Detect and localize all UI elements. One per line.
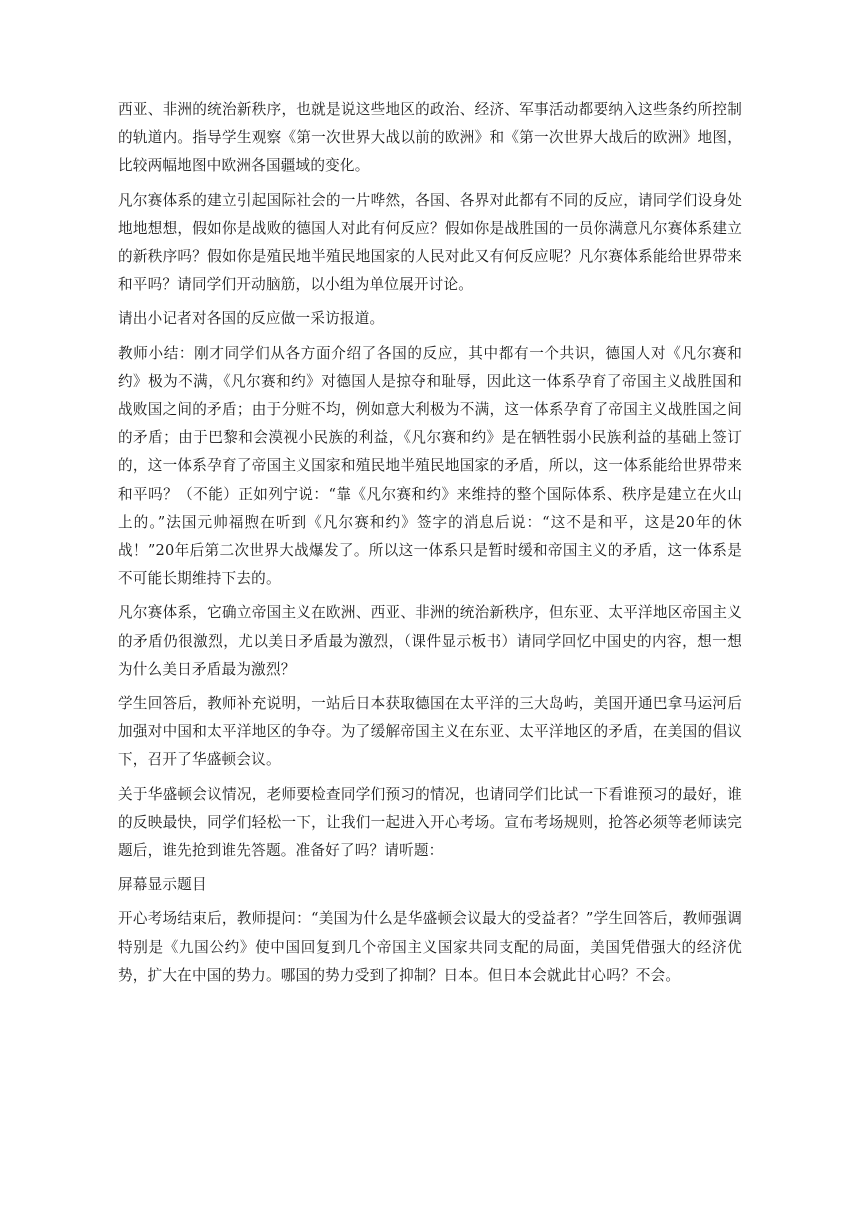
- paragraph-8: 屏幕显示题目: [118, 876, 207, 894]
- document-body: [118, 96, 742, 996]
- paragraph-9: 开心考场结束后，教师提问：“美国为什么是华盛顿会议最大的受益者？”学生回答后，教师强调特别是《九国公约》使中国回复到几个帝国主义国家共同支配的局面，美国凭借强大的经济优势，扩大在中国的势力。哪国的势力受到了抑制？日本。但日本会就此甘心吗？不会。: [118, 910, 742, 984]
- paragraph-6: 学生回答后，教师补充说明，一站后日本获取德国在太平洋的三大岛屿，美国开通巴拿马运河后加强对中国和太平洋地区的争夺。为了缓解帝国主义在东亚、太平洋地区的矛盾，在美国的倡议下，召开了华盛顿会议。: [118, 695, 742, 769]
- paragraph-5: 凡尔赛体系，它确立帝国主义在欧洲、西亚、非洲的统治新秩序，但东亚、太平洋地区帝国主义的矛盾仍很激烈，尤以美日矛盾最为激烈，（课件显示板书）请同学回忆中国史的内容，想一想为什么美日矛盾最为激烈？: [118, 604, 742, 678]
- paragraph-1: 西亚、非洲的统治新秩序，也就是说这些地区的政治、经济、军事活动都要纳入这些条约所控制的轨道内。指导学生观察《第一次世界大战以前的欧洲》和《第一次世界大战后的欧洲》地图，比较两幅地图中欧洲各国疆域的变化。: [118, 101, 742, 175]
- paragraph-3: 请出小记者对各国的反应做一采访报道。: [118, 310, 385, 328]
- paragraph-7: 关于华盛顿会议情况，老师要检查同学们预习的情况，也请同学们比试一下看谁预习的最好，谁的反映最快，同学们轻松一下，让我们一起进入开心考场。宣布考场规则，抢答必须等老师读完题后，谁先抢到谁先答题。准备好了吗？请听题：: [118, 785, 742, 860]
- paragraph-4: 教师小结：刚才同学们从各方面介绍了各国的反应，其中都有一个共识，德国人对《凡尔赛和约》极为不满，《凡尔赛和约》对德国人是掠夺和耻辱，因此这一体系孕育了帝国主义战胜国和战败国之间的矛盾；由于分赃不均，例如意大利极为不满，这一体系孕育了帝国主义战胜国之间的矛盾；由于巴黎和会漠视小民族的利益，《凡尔赛和约》是在牺牲弱小民族利益的基础上签订的，这一体系孕育了帝国主义国家和殖民地半殖民地国家的矛盾，所以，这一体系能给世界带来和平吗？（不能）正如列宁说：“靠《凡尔赛和约》来维持的整个国际体系、秩序是建立在火山上的。”法国元帅福煦在听到《凡尔赛和约》签字的消息后说：“这不是和平，这是20年的休战！”20年后第二次世界大战爆发了。所以这一体系只是暂时缓和帝国主义的矛盾，这一体系是不可能长期维持下去的。: [118, 344, 742, 588]
- paragraph-2: 凡尔赛体系的建立引起国际社会的一片哗然，各国、各界对此都有不同的反应，请同学们设身处地地想想，假如你是战败的德国人对此有何反应？假如你是战胜国的一员你满意凡尔赛体系建立的新秩序吗？假如你是殖民地半殖民地国家的人民对此又有何反应呢？凡尔赛体系能给世界带来和平吗？请同学们开动脑筋，以小组为单位展开讨论。: [118, 191, 742, 294]
